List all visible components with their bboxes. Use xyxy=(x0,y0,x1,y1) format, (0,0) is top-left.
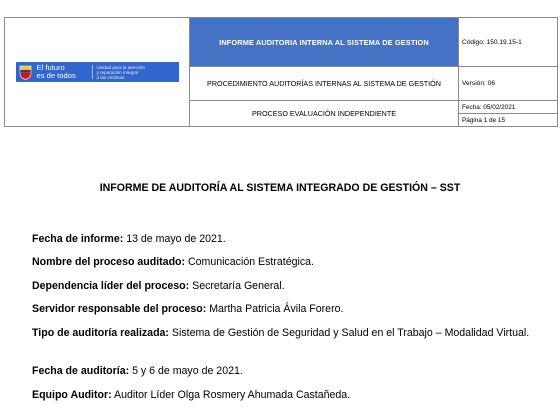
field-label: Servidor responsable del proceso: xyxy=(32,303,207,315)
field-label: Tipo de auditoría realizada: xyxy=(32,327,169,339)
field-value: 5 y 6 de mayo de 2021. xyxy=(129,365,243,377)
field-value: Martha Patricia Ávila Forero. xyxy=(206,303,344,315)
page-number: Página 1 de 15 xyxy=(459,114,558,127)
document-title: INFORME DE AUDITORÍA AL SISTEMA INTEGRADO DE GESTIÓN – SST xyxy=(99,182,461,194)
field-label: Fecha de informe: xyxy=(32,233,124,245)
institution-logo xyxy=(16,62,179,82)
colombia-shield-icon xyxy=(19,65,32,80)
document-version: Versión: 06 xyxy=(459,67,558,101)
document-date: Fecha: 05/02/2021 xyxy=(459,101,558,114)
field-label: Equipo Auditor: xyxy=(32,389,112,401)
procedure-title: PROCEDIMIENTO AUDITORÍAS INTERNAS AL SISTEMA DE GESTIÓN xyxy=(190,67,459,101)
field-label: Nombre del proceso auditado: xyxy=(32,256,186,268)
report-type-title: INFORME AUDITORIA INTERNA AL SISTEMA DE GESTION xyxy=(190,18,459,67)
field-audit-team xyxy=(32,388,350,402)
field-responsible-officer xyxy=(32,302,343,316)
logo-divider xyxy=(92,65,93,79)
field-value: 13 de mayo de 2021. xyxy=(123,233,226,245)
field-audit-type xyxy=(32,326,544,340)
field-process-name xyxy=(32,255,314,269)
field-value: Comunicación Estratégica. xyxy=(185,256,314,268)
logo-slogan: El futuro es de todos xyxy=(36,63,76,80)
document-header-table xyxy=(4,17,558,127)
logo-entity-name: Unidad para la atención y reparación integral a las víctimas xyxy=(96,64,146,80)
logo-cell xyxy=(5,18,190,127)
field-label: Fecha de auditoría: xyxy=(32,365,130,377)
field-value: Auditor Líder Olga Rosmery Ahumada Castañeda. xyxy=(111,389,351,401)
process-title: PROCESO EVALUACIÓN INDEPENDIENTE xyxy=(190,101,459,127)
field-label: Dependencia líder del proceso: xyxy=(32,280,190,292)
document-code: Código: 150.19.15-1 xyxy=(459,18,558,67)
field-value: Secretaría General. xyxy=(189,280,285,292)
field-value: Sistema de Gestión de Seguridad y Salud en el Trabajo – Modalidad Virtual. xyxy=(168,327,530,339)
field-lead-department xyxy=(32,279,285,293)
field-report-date xyxy=(32,232,226,246)
field-audit-date xyxy=(32,364,243,378)
